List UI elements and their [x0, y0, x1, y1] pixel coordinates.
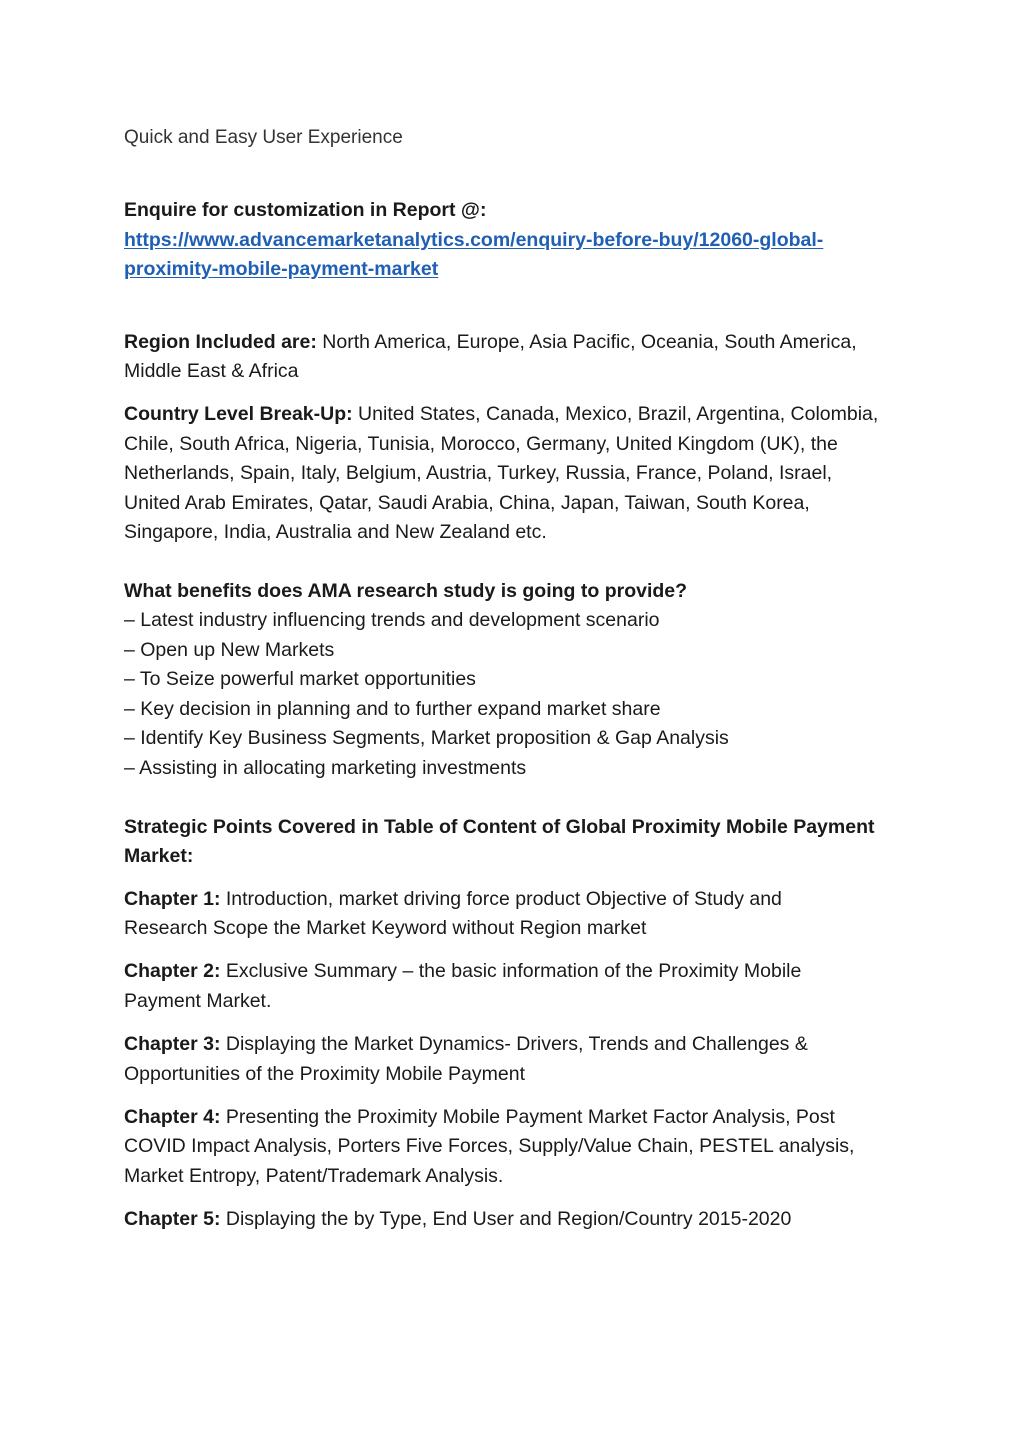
regions-line1: Region Included are: North America, Europe, Asia Pacific, Oceania, South America, — [124, 331, 857, 353]
enquiry-link-cont[interactable] — [124, 255, 438, 284]
chapter-label: Chapter 4: — [124, 1106, 221, 1128]
chapter-label: Chapter 1: — [124, 888, 221, 910]
enquiry-link-line1[interactable]: https://www.advancemarketanalytics.com/enquiry-before-buy/12060-global- — [124, 229, 824, 251]
chapter-label: Chapter 2: — [124, 960, 221, 982]
strategic-heading-line1: Strategic Points Covered in Table of Content of Global Proximity Mobile Payment — [124, 816, 875, 838]
enquire-label: Enquire for customization in Report @: — [124, 199, 487, 221]
chapter-2-line2: Payment Market. — [124, 990, 272, 1012]
chapter-3-line1: Chapter 3: Displaying the Market Dynamics- Drivers, Trends and Challenges & — [124, 1033, 808, 1055]
countries-line1: Country Level Break-Up: United States, Canada, Mexico, Brazil, Argentina, Colombia, — [124, 403, 879, 425]
benefit-item: – To Seize powerful market opportunities — [124, 668, 476, 690]
chapter-label: Chapter 3: — [124, 1033, 221, 1055]
enquiry-link-line2[interactable]: proximity-mobile-payment-market — [124, 258, 439, 280]
regions-line2: Middle East & Africa — [124, 360, 299, 382]
countries-line2: Chile, South Africa, Nigeria, Tunisia, Morocco, Germany, United Kingdom (UK), the — [124, 433, 838, 455]
enquiry-link[interactable] — [124, 226, 823, 255]
regions-label: Region Included are: — [124, 331, 317, 353]
chapter-1-line2: Research Scope the Market Keyword without Region market — [124, 917, 647, 939]
chapter-4-line1: Chapter 4: Presenting the Proximity Mobile Payment Market Factor Analysis, Post — [124, 1106, 835, 1128]
strategic-heading-line2: Market: — [124, 845, 194, 867]
benefit-item: – Open up New Markets — [124, 639, 335, 661]
chapter-3-line2: Opportunities of the Proximity Mobile Payment — [124, 1063, 526, 1085]
chapter-4-line3: Market Entropy, Patent/Trademark Analysis. — [124, 1165, 504, 1187]
benefit-item: – Latest industry influencing trends and development scenario — [124, 609, 660, 631]
chapter-4-line2: COVID Impact Analysis, Porters Five Forces, Supply/Value Chain, PESTEL analysis, — [124, 1135, 855, 1157]
subtitle: Quick and Easy User Experience — [124, 127, 403, 148]
countries-line4: United Arab Emirates, Qatar, Saudi Arabia, China, Japan, Taiwan, South Korea, — [124, 492, 810, 514]
countries-label: Country Level Break-Up: — [124, 403, 353, 425]
countries-line5: Singapore, India, Australia and New Zealand etc. — [124, 521, 547, 543]
chapter-5-line1: Chapter 5: Displaying the by Type, End User and Region/Country 2015-2020 — [124, 1208, 792, 1230]
benefit-item: – Key decision in planning and to further expand market share — [124, 698, 661, 720]
benefit-item: – Assisting in allocating marketing investments — [124, 757, 527, 779]
benefits-heading: What benefits does AMA research study is going to provide? — [124, 580, 688, 602]
chapter-label: Chapter 5: — [124, 1208, 221, 1230]
chapter-2-line1: Chapter 2: Exclusive Summary – the basic information of the Proximity Mobile — [124, 960, 802, 982]
countries-line3: Netherlands, Spain, Italy, Belgium, Austria, Turkey, Russia, France, Poland, Israel, — [124, 462, 833, 484]
benefit-item: – Identify Key Business Segments, Market proposition & Gap Analysis — [124, 727, 729, 749]
chapter-1-line1: Chapter 1: Introduction, market driving force product Objective of Study and — [124, 888, 782, 910]
